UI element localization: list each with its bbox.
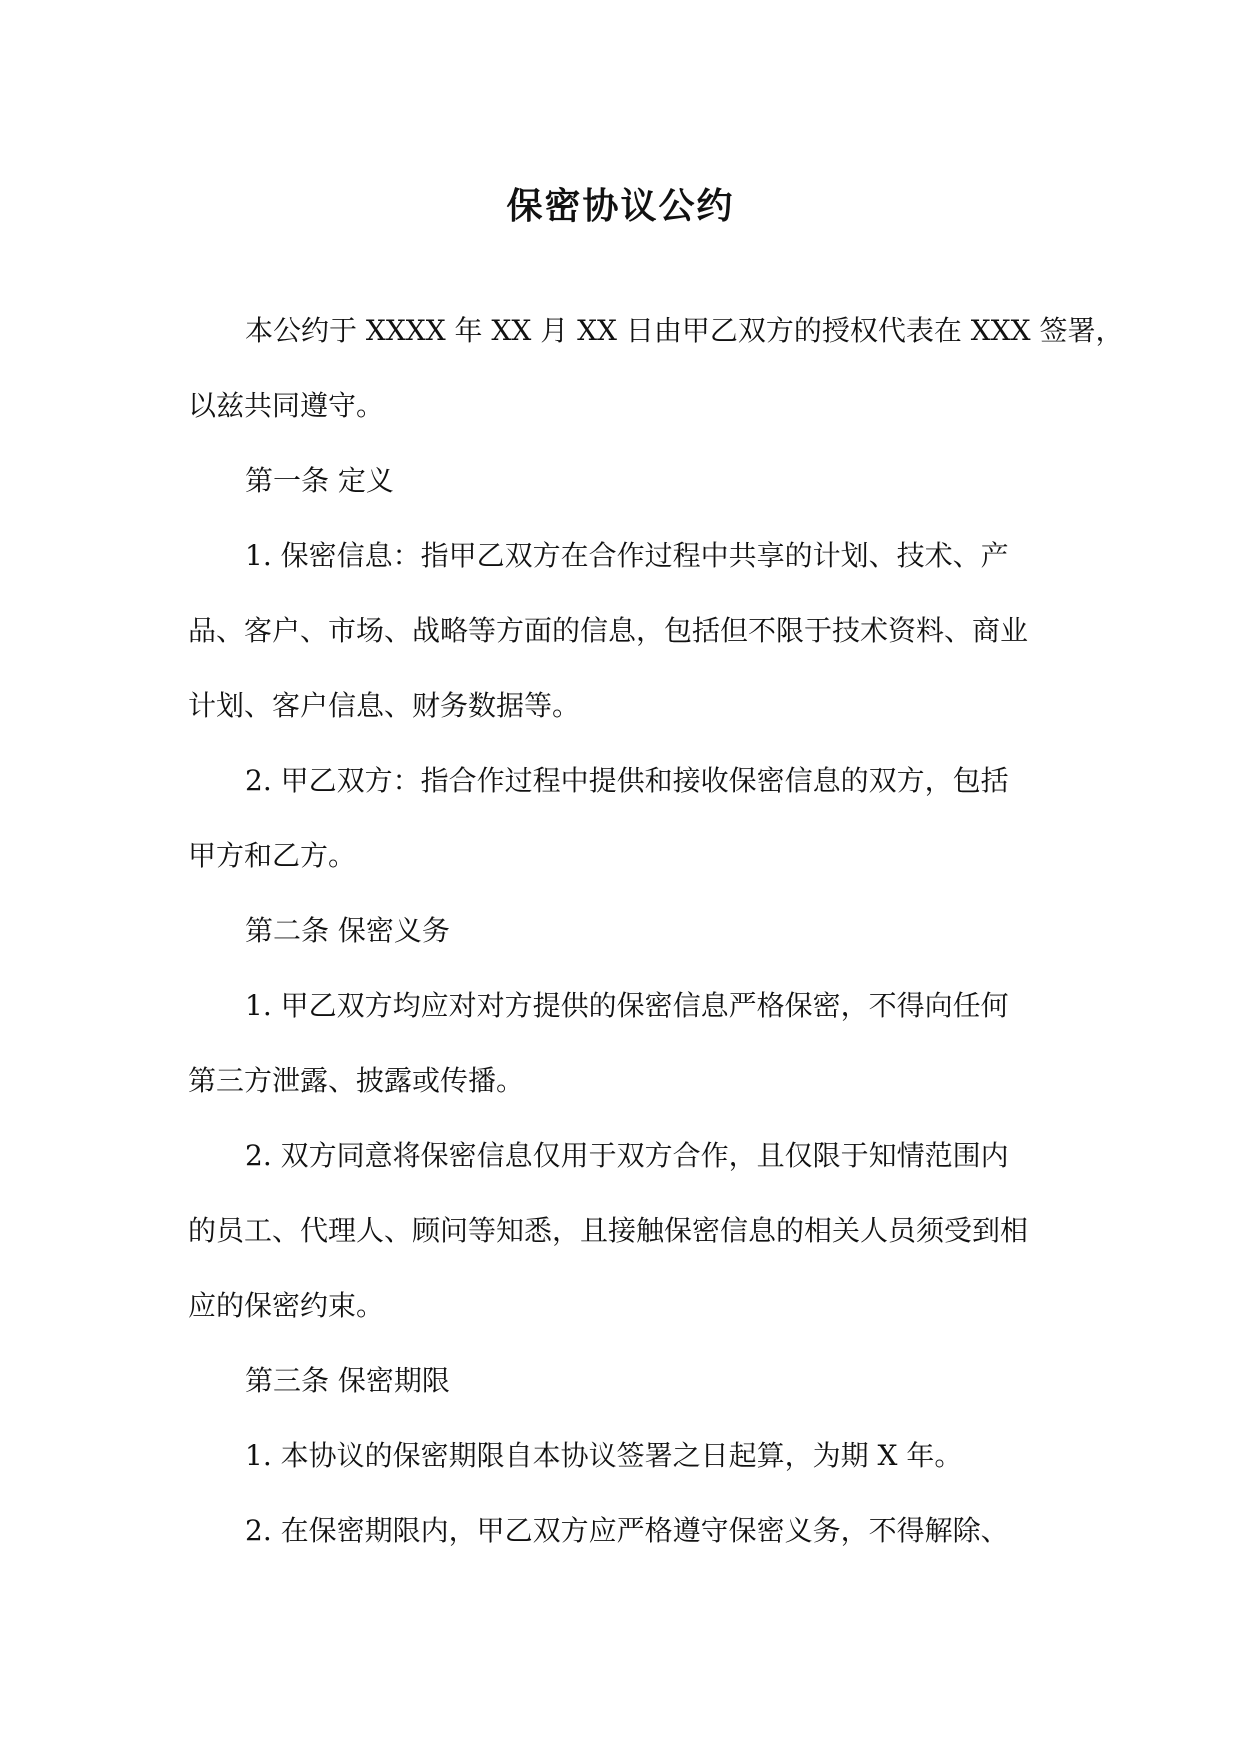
paragraph-line: 的员工、代理人、顾问等知悉，且接触保密信息的相关人员须受到相	[188, 1214, 1029, 1247]
paragraph-line: 2. 双方同意将保密信息仅用于双方合作，且仅限于知情范围内	[245, 1139, 1009, 1172]
paragraph-line: 应的保密约束。	[188, 1289, 385, 1322]
paragraph-line: 1. 保密信息：指甲乙双方在合作过程中共享的计划、技术、产	[245, 539, 1009, 572]
paragraph-line: 1. 甲乙双方均应对对方提供的保密信息严格保密，不得向任何	[245, 989, 1009, 1022]
document-title: 保密协议公约	[506, 185, 735, 227]
article-heading: 第二条 保密义务	[245, 914, 450, 947]
paragraph-line: 2. 甲乙双方：指合作过程中提供和接收保密信息的双方，包括	[245, 764, 1009, 797]
paragraph-line: 1. 本协议的保密期限自本协议签署之日起算，为期 X 年。	[245, 1439, 963, 1472]
paragraph-line: 以兹共同遵守。	[188, 389, 385, 422]
paragraph-line: 品、客户、市场、战略等方面的信息，包括但不限于技术资料、商业	[188, 614, 1029, 647]
paragraph-line: 第三方泄露、披露或传播。	[188, 1064, 525, 1097]
paragraph-line: 计划、客户信息、财务数据等。	[188, 689, 581, 722]
paragraph-line: 甲方和乙方。	[188, 839, 357, 872]
paragraph-line: 2. 在保密期限内，甲乙双方应严格遵守保密义务，不得解除、	[245, 1514, 1009, 1547]
article-heading: 第三条 保密期限	[245, 1364, 450, 1397]
paragraph-line: 本公约于 XXXX 年 XX 月 XX 日由甲乙双方的授权代表在 XXX 签署，	[245, 314, 1124, 347]
article-heading: 第一条 定义	[245, 464, 394, 497]
